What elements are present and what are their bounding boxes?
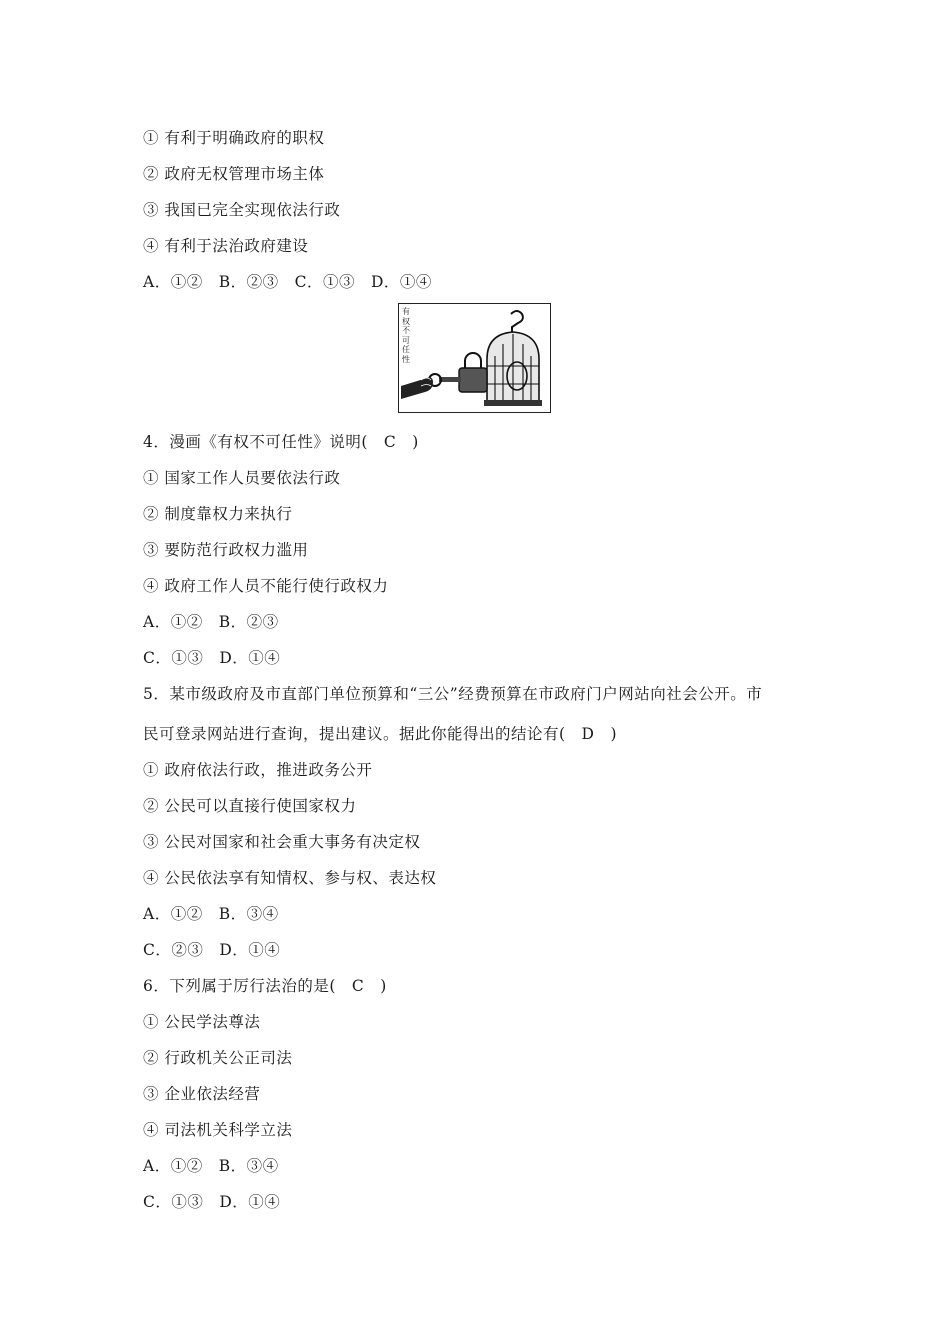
q4-answer-choices-2: C．①③ D．①④ <box>143 649 281 667</box>
q4-option-2: ② 制度靠权力来执行 <box>143 505 293 523</box>
q6-option-3: ③ 企业依法经营 <box>143 1085 261 1103</box>
q5-answer-choices-2: C．②③ D．①④ <box>143 941 281 959</box>
q6-answer-choices-2: C．①③ D．①④ <box>143 1193 281 1211</box>
cartoon-caption: 有权不可任性 <box>402 307 410 364</box>
q3-option-4: ④ 有利于法治政府建设 <box>143 237 309 255</box>
q6-stem: 6．下列属于厉行法治的是( C ) <box>143 977 387 995</box>
q6-option-2: ② 行政机关公正司法 <box>143 1049 293 1067</box>
q4-answer-choices-1: A．①② B．②③ <box>143 613 279 631</box>
q6-option-1: ① 公民学法尊法 <box>143 1013 261 1031</box>
q3-option-3: ③ 我国已完全实现依法行政 <box>143 201 341 219</box>
q4-option-1: ① 国家工作人员要依法行政 <box>143 469 341 487</box>
birdcage-lock-illustration <box>399 304 549 411</box>
q3-option-2: ② 政府无权管理市场主体 <box>143 165 325 183</box>
q5-option-3: ③ 公民对国家和社会重大事务有决定权 <box>143 833 421 851</box>
q3-answer-choices: A．①② B．②③ C．①③ D．①④ <box>143 273 432 291</box>
q5-answer-choices-1: A．①② B．③④ <box>143 905 279 923</box>
q5-stem-line-1: 5．某市级政府及市直部门单位预算和“三公”经费预算在市政府门户网站向社会公开。市 <box>143 685 763 703</box>
q5-stem-line-2: 民可登录网站进行查询，提出建议。据此你能得出的结论有( D ) <box>143 725 618 743</box>
q5-option-2: ② 公民可以直接行使国家权力 <box>143 797 357 815</box>
q5-option-4: ④ 公民依法享有知情权、参与权、表达权 <box>143 869 437 887</box>
q6-option-4: ④ 司法机关科学立法 <box>143 1121 293 1139</box>
q4-option-3: ③ 要防范行政权力滥用 <box>143 541 309 559</box>
q6-answer-choices-1: A．①② B．③④ <box>143 1157 279 1175</box>
q4-option-4: ④ 政府工作人员不能行使行政权力 <box>143 577 389 595</box>
q5-option-1: ① 政府依法行政，推进政务公开 <box>143 761 373 779</box>
cartoon-image <box>398 303 551 413</box>
q3-option-1: ① 有利于明确政府的职权 <box>143 129 325 147</box>
q4-stem: 4．漫画《有权不可任性》说明( C ) <box>143 433 419 451</box>
